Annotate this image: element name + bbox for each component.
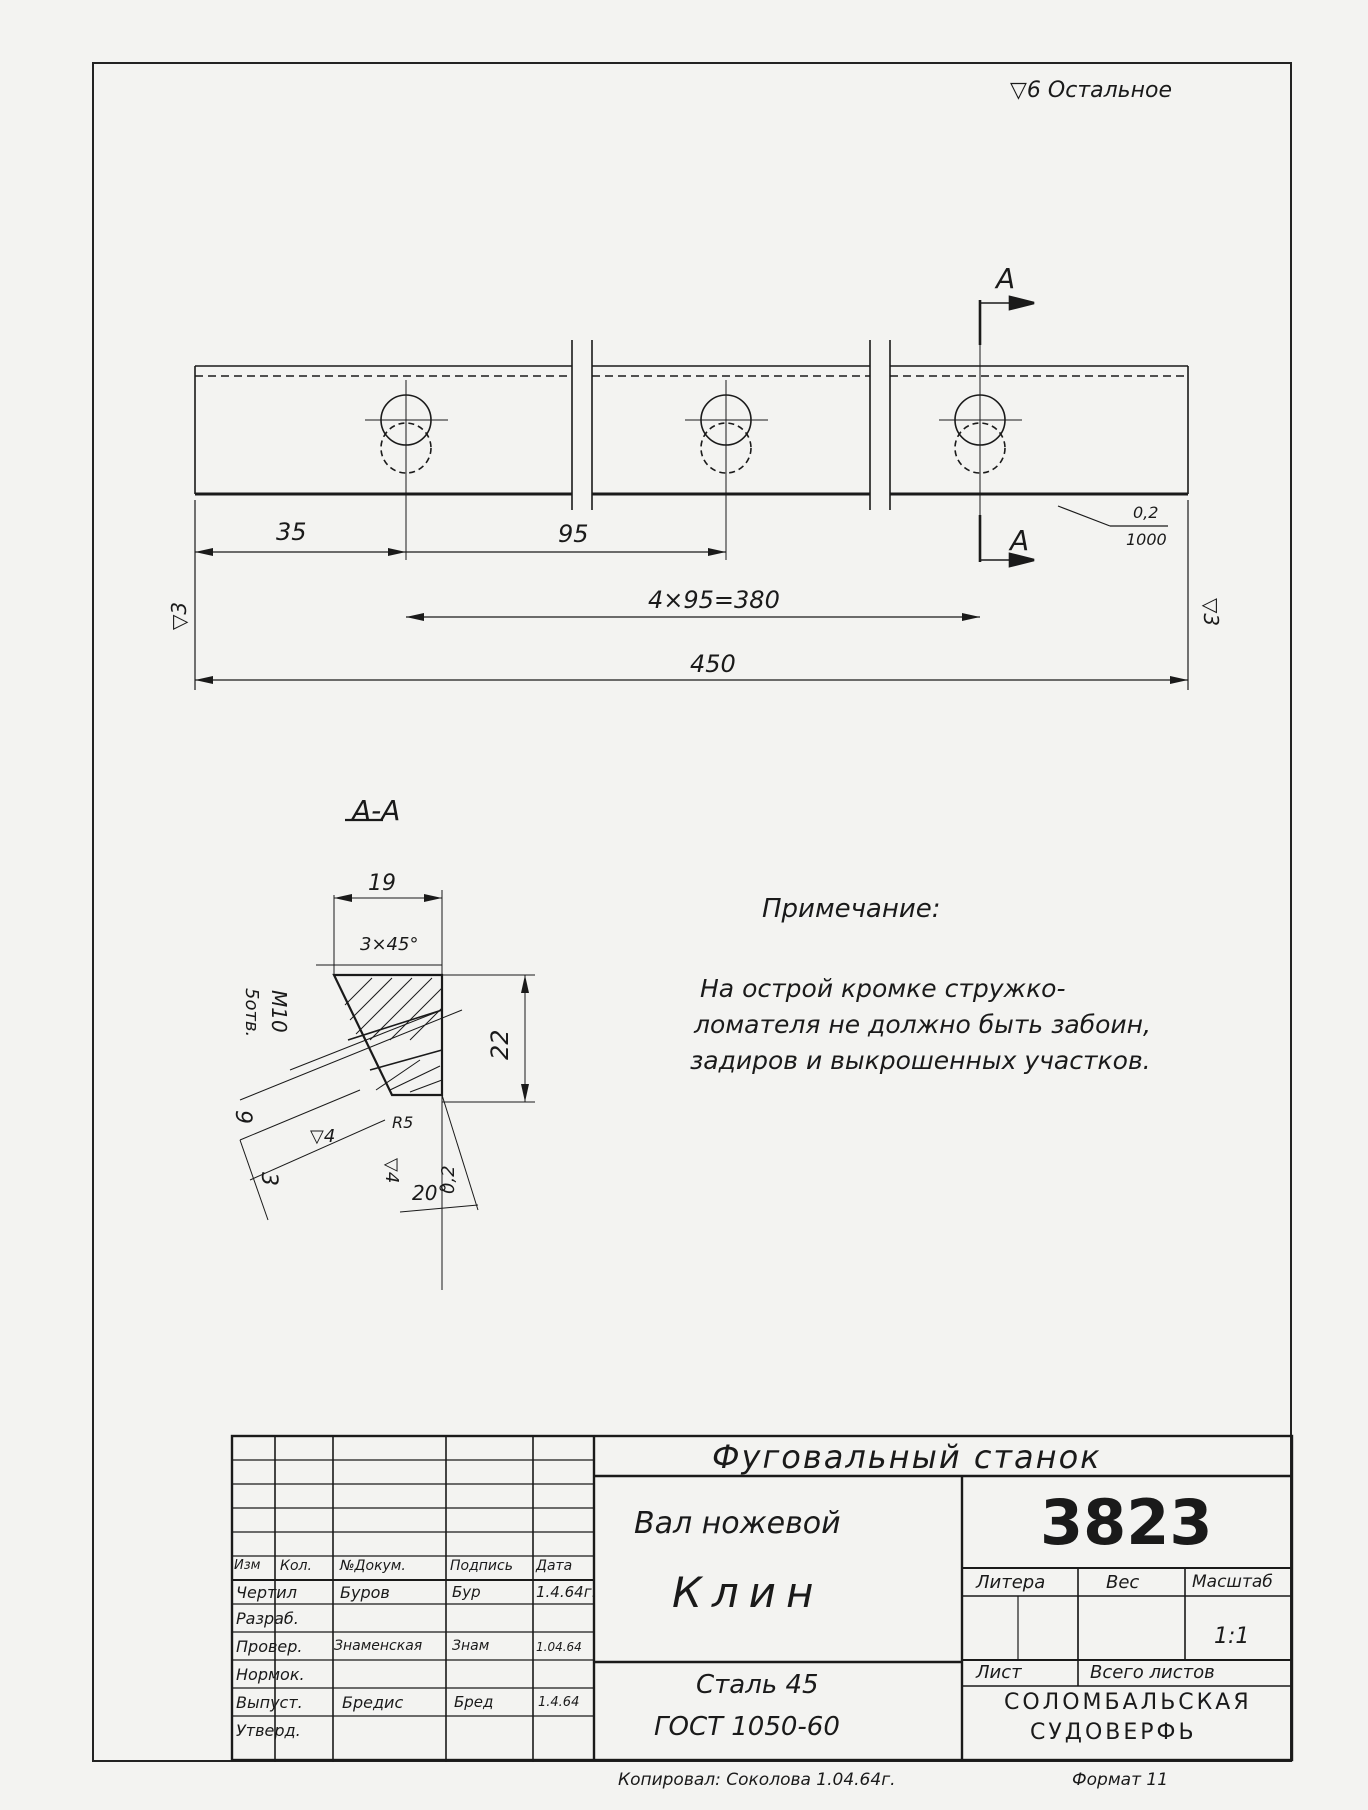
row-role: Утверд. xyxy=(236,1721,301,1740)
row-name: Знаменская xyxy=(334,1638,423,1654)
header-date: Дата xyxy=(536,1558,573,1574)
dim-02: 0,2 xyxy=(438,1165,459,1194)
drawing-number: 3823 xyxy=(1040,1486,1213,1559)
dim-380: 4×95=380 xyxy=(648,586,780,614)
note-line-3: задиров и выкрошенных участков. xyxy=(690,1046,1151,1075)
scale-label: Масштаб xyxy=(1192,1572,1273,1592)
material-line-1: Сталь 45 xyxy=(696,1670,819,1700)
row-role: Провер. xyxy=(236,1637,303,1656)
roughness-4a: ▽4 xyxy=(310,1126,336,1147)
row-name: Бредис xyxy=(342,1693,404,1712)
holes-label: 5отв. xyxy=(241,988,262,1038)
row-date: 1.04.64 xyxy=(536,1640,582,1654)
part-top-view xyxy=(195,340,1188,510)
radius-label: R5 xyxy=(392,1113,414,1132)
roughness-4b: ▽4 xyxy=(381,1158,402,1184)
row-date: 1.4.64г. xyxy=(536,1583,597,1601)
hole-2 xyxy=(685,380,768,560)
row-signature: Знам xyxy=(452,1638,490,1654)
part-name: Клин xyxy=(672,1568,824,1617)
note-title: Примечание: xyxy=(762,894,941,924)
scale-value: 1:1 xyxy=(1214,1624,1250,1649)
organization-line-2: СУДОВЕРФЬ xyxy=(1030,1720,1197,1745)
row-role: Нормок. xyxy=(236,1665,305,1684)
dim-3: 3 xyxy=(256,1172,281,1186)
material-line-2: ГОСТ 1050-60 xyxy=(654,1712,840,1742)
thread-label: М10 xyxy=(267,990,291,1033)
hole-1 xyxy=(365,380,448,560)
roughness-right: ▽3 xyxy=(1199,598,1223,627)
organization-line-1: СОЛОМБАЛЬСКАЯ xyxy=(1004,1690,1252,1715)
section-title: А-А xyxy=(352,794,401,827)
total-sheets-label: Всего листов xyxy=(1090,1662,1215,1683)
tolerance-bottom: 1000 xyxy=(1126,530,1167,549)
litera-label: Литера xyxy=(976,1572,1046,1593)
header-sign: Подпись xyxy=(450,1558,513,1574)
assembly-name: Вал ножевой xyxy=(634,1506,841,1541)
note-line-1: На острой кромке стружко- xyxy=(700,974,1066,1003)
header-izm: Изм xyxy=(234,1558,261,1573)
row-signature: Бред xyxy=(454,1693,494,1711)
row-signature: Бур xyxy=(452,1583,481,1601)
surface-note-text: 6 Остальное xyxy=(1026,78,1173,103)
machine-title: Фуговальный станок xyxy=(712,1438,1102,1476)
section-mark-top: А xyxy=(996,262,1016,295)
header-kol: Кол. xyxy=(280,1558,312,1574)
dim-95: 95 xyxy=(558,520,589,548)
section-arrow-top xyxy=(980,297,1034,345)
row-date: 1.4.64 xyxy=(538,1695,580,1710)
tolerance-top: 0,2 xyxy=(1133,503,1159,522)
roughness-triangle-icon: ▽ xyxy=(1010,78,1027,103)
roughness-left: ▽3 xyxy=(167,601,191,630)
row-role: Разраб. xyxy=(236,1609,299,1628)
copied-by: Копировал: Соколова 1.04.64г. xyxy=(618,1770,896,1790)
dim-35: 35 xyxy=(276,518,307,546)
sheet-label: Лист xyxy=(976,1662,1022,1683)
row-role: Чертил xyxy=(236,1583,297,1602)
dim-450: 450 xyxy=(690,650,736,678)
dim-9: 9 xyxy=(230,1110,255,1124)
dim-22: 22 xyxy=(486,1029,514,1060)
chamfer-label: 3×45° xyxy=(360,934,419,955)
section-mark-bottom: А xyxy=(1010,524,1030,557)
row-role: Выпуст. xyxy=(236,1693,303,1712)
dim-19: 19 xyxy=(368,871,396,896)
row-name: Буров xyxy=(340,1583,390,1602)
header-doc: №Докум. xyxy=(340,1558,406,1574)
note-line-2: ломателя не должно быть забоин, xyxy=(694,1010,1151,1039)
format-label: Формат 11 xyxy=(1072,1770,1169,1790)
weight-label: Вес xyxy=(1106,1572,1140,1593)
angle-label: 20° xyxy=(412,1181,448,1205)
